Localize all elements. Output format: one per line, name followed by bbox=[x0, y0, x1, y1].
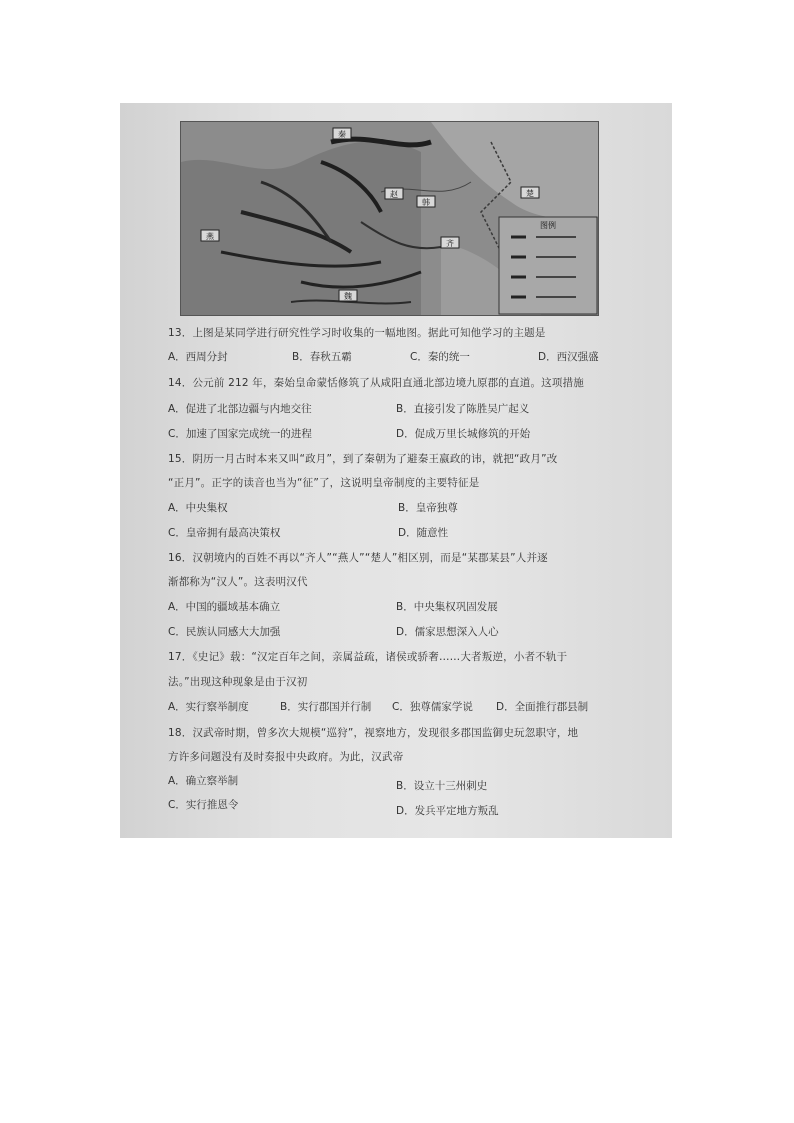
q18-option-a: A．确立察举制 bbox=[168, 775, 239, 787]
q14-option-a: A．促进了北部边疆与内地交往 bbox=[168, 403, 312, 415]
q14-option-c: C．加速了国家完成统一的进程 bbox=[168, 428, 312, 440]
q15-stem-line2: “正月”。正字的读音也当为“征”了，这说明皇帝制度的主要特征是 bbox=[168, 477, 480, 489]
map-state-label: 韩 bbox=[422, 198, 430, 207]
q18-option-d: D．发兵平定地方叛乱 bbox=[396, 805, 499, 817]
q15-option-a: A．中央集权 bbox=[168, 502, 228, 514]
q13-option-a: A．西周分封 bbox=[168, 351, 228, 363]
q16-stem-line1: 16．汉朝境内的百姓不再以“齐人”“燕人”“楚人”相区别，而是“某郡某县”人并逐 bbox=[168, 552, 548, 564]
q17-stem-line2: 法。”出现这种现象是由于汉初 bbox=[168, 676, 308, 688]
q16-option-a: A．中国的疆域基本确立 bbox=[168, 601, 281, 613]
q16-stem-line2: 渐都称为“汉人”。这表明汉代 bbox=[168, 576, 308, 588]
map-legend-title: 图例 bbox=[540, 221, 556, 230]
map-state-label: 魏 bbox=[344, 292, 352, 301]
q17-option-d: D．全面推行郡县制 bbox=[496, 701, 589, 713]
q16-option-c: C．民族认同感大大加强 bbox=[168, 626, 281, 638]
q15-option-c: C．皇帝拥有最高决策权 bbox=[168, 527, 281, 539]
map-state-label: 齐 bbox=[446, 239, 454, 248]
q15-option-d: D．随意性 bbox=[398, 527, 449, 539]
q14-option-d: D．促成万里长城修筑的开始 bbox=[396, 428, 531, 440]
q13-option-d: D．西汉强盛 bbox=[538, 351, 599, 363]
q18-stem-line2: 方许多问题没有及时奏报中央政府。为此，汉武帝 bbox=[168, 751, 404, 763]
q13-option-b: B．春秋五霸 bbox=[292, 351, 352, 363]
q15-option-b: B．皇帝独尊 bbox=[398, 502, 458, 514]
q17-option-a: A．实行察举制度 bbox=[168, 701, 249, 713]
q17-option-b: B．实行郡国并行制 bbox=[280, 701, 372, 713]
historical-map bbox=[180, 121, 599, 316]
map-state-label: 燕 bbox=[206, 232, 214, 241]
photographed-exam-page bbox=[120, 103, 672, 838]
q14-stem: 14．公元前 212 年，秦始皇命蒙恬修筑了从咸阳直通北部边境九原郡的直道。这项措施 bbox=[168, 377, 584, 389]
q14-option-b: B．直接引发了陈胜吴广起义 bbox=[396, 403, 530, 415]
map-drawing bbox=[181, 122, 598, 315]
q17-option-c: C．独尊儒家学说 bbox=[392, 701, 473, 713]
q18-option-b: B．设立十三州刺史 bbox=[396, 780, 488, 792]
q13-option-c: C．秦的统一 bbox=[410, 351, 470, 363]
q15-stem-line1: 15．阴历一月古时本来又叫“政月”，到了秦朝为了避秦王嬴政的讳，就把“政月”改 bbox=[168, 453, 558, 465]
q18-option-c: C．实行推恩令 bbox=[168, 799, 239, 811]
q16-option-b: B．中央集权巩固发展 bbox=[396, 601, 498, 613]
map-state-label: 秦 bbox=[338, 130, 346, 139]
q17-stem-line1: 17．《史记》载：“汉定百年之间，亲属益疏，诸侯或骄奢……大者叛逆，小者不轨于 bbox=[168, 651, 568, 663]
q18-stem-line1: 18．汉武帝时期，曾多次大规模“巡狩”，视察地方，发现很多郡国监御史玩忽职守，地 bbox=[168, 727, 579, 739]
q16-option-d: D．儒家思想深入人心 bbox=[396, 626, 499, 638]
q13-stem: 13．上图是某同学进行研究性学习时收集的一幅地图。据此可知他学习的主题是 bbox=[168, 327, 546, 339]
map-state-label: 赵 bbox=[390, 190, 398, 199]
map-state-label: 楚 bbox=[526, 189, 534, 198]
